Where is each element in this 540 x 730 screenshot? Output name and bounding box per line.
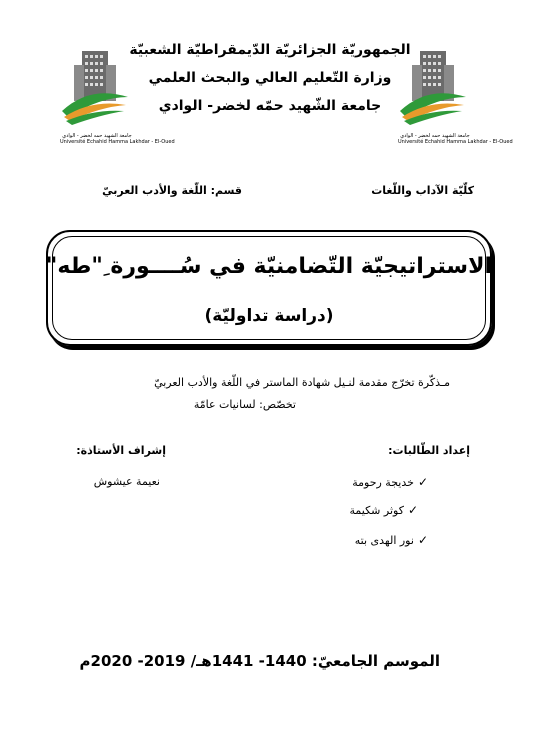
header-university: جامعة الشّهيد حمّه لخضر- الوادي [158, 98, 382, 114]
logo-caption-ar: جامعة الشهيد حمه لخضر - الوادي [400, 133, 470, 139]
supervisor-heading: إشراف الأستاذة: [76, 444, 166, 457]
faculty-label: كلّيّة الآداب واللّغات [371, 184, 474, 197]
university-logo-left [60, 45, 175, 145]
department-label: قسم: اللّغة والأدب العربيّ [102, 184, 242, 197]
students-heading: إعداد الطّالبات: [388, 444, 470, 457]
student-name: خديجة رحومة [352, 476, 414, 489]
checkmark-icon: ✓ [407, 503, 418, 517]
student-name: نور الهدى بته [354, 534, 414, 547]
specialization: تخصّص: لسانيات عامّة [193, 398, 296, 411]
thesis-subtitle: (دراسة تداوليّة) [204, 306, 334, 326]
header-republic: الجمهوريّة الجزائريّة الدّيمقراطيّة الشعبيّة [129, 42, 411, 58]
university-logo-right [398, 45, 513, 145]
title-frame [46, 230, 492, 346]
student-item [352, 475, 428, 489]
thesis-title: الاستراتيجيّة التّضامنيّة في سُــــورة ِ"طه" [45, 254, 492, 279]
university-logo-icon [398, 45, 468, 129]
logo-caption-ar: جامعة الشهيد حمه لخضر - الوادي [62, 133, 132, 139]
student-item [350, 503, 418, 517]
student-item [355, 533, 428, 547]
university-logo-icon [60, 45, 130, 129]
academic-year: الموسم الجامعيّ: 1440- 1441هـ/ 2019- 2020م [79, 652, 440, 670]
logo-caption-en: Université Echahid Hamma Lakhdar - El-Oued [60, 139, 175, 145]
thesis-description: مـذكّرة تخرّج مقدمة لنـيل شهادة الماستر في اللّغة والأدب العربيّ [154, 376, 450, 389]
supervisor-name: نعيمة عيشوش [93, 475, 160, 488]
header-ministry: وزارة التّعليم العالي والبحث العلمي [148, 70, 392, 86]
student-name: كوثر شكيمة [349, 504, 404, 517]
checkmark-icon: ✓ [417, 475, 428, 489]
logo-caption-en: Université Echahid Hamma Lakhdar - El-Oued [398, 139, 513, 145]
checkmark-icon: ✓ [417, 533, 428, 547]
